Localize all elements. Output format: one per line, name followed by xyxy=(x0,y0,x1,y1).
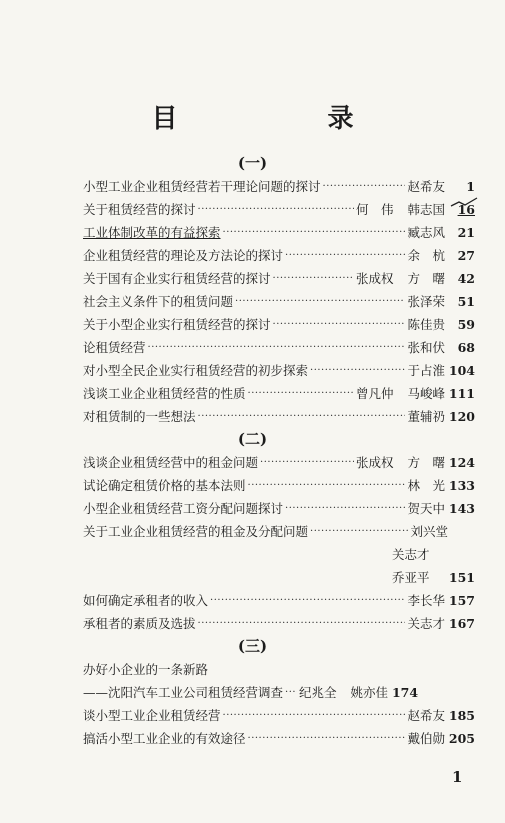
dot-leader xyxy=(235,296,405,307)
dot-leader xyxy=(273,319,406,330)
entry-author: 戴伯勋 xyxy=(407,731,445,746)
entry-page: 27 xyxy=(457,247,475,263)
entry-title: 关于国有企业实行租赁经营的探讨 xyxy=(83,271,271,286)
entry-title: 搞活小型工业企业的有效途径 xyxy=(83,731,246,746)
entry-author: 曾凡仲 xyxy=(355,386,394,401)
entry-author-2: 方 曙 xyxy=(407,271,445,286)
entry-author: 刘兴堂 xyxy=(410,524,448,539)
toc-entry xyxy=(83,590,475,610)
toc-entry xyxy=(83,176,475,196)
entry-author: 何 伟 xyxy=(355,202,394,217)
entry-title: 论租赁经营 xyxy=(83,340,146,355)
entry-page: 185 xyxy=(448,707,475,723)
dot-leader xyxy=(223,710,406,721)
entry-page: 120 xyxy=(448,408,475,424)
page-title: 目 录 xyxy=(151,104,416,134)
entry-page: 16 xyxy=(457,201,475,217)
entry-title: 企业租赁经营的理论及方法论的探讨 xyxy=(83,248,284,263)
dot-leader xyxy=(285,687,297,698)
entry-page: 51 xyxy=(457,293,475,309)
dot-leader xyxy=(285,250,405,261)
entry-page: 205 xyxy=(448,730,475,746)
toc-entry xyxy=(83,498,475,518)
entry-page: 21 xyxy=(457,224,475,240)
entry-title: 浅谈工业企业租赁经营的性质 xyxy=(83,386,246,401)
entry-title: 办好小企业的一条新路 xyxy=(83,662,209,677)
dot-leader xyxy=(198,204,354,215)
entry-author: 张成权 xyxy=(355,271,394,286)
dot-leader xyxy=(323,181,406,192)
toc-entry xyxy=(83,521,448,541)
toc-entry xyxy=(83,222,475,242)
toc-entry xyxy=(83,314,475,334)
entry-page: 133 xyxy=(448,477,475,493)
entry-page: 167 xyxy=(448,615,475,631)
toc-entry xyxy=(83,383,475,403)
dot-leader xyxy=(273,273,354,284)
entry-author: 余 杭 xyxy=(407,248,445,263)
entry-title: ——沈阳汽车工业公司租赁经营调查 xyxy=(83,685,284,700)
entry-author: 于占淮 xyxy=(407,363,445,378)
entry-author: 董辅礽 xyxy=(407,409,445,424)
entry-page: 111 xyxy=(448,385,475,401)
entry-title: 小型工业企业租赁经营若干理论问题的探讨 xyxy=(83,179,321,194)
dot-leader xyxy=(310,365,405,376)
entry-title: 对小型全民企业实行租赁经营的初步探索 xyxy=(83,363,309,378)
toc-author-continuation xyxy=(392,567,475,587)
toc-entry xyxy=(83,337,475,357)
entry-page: 143 xyxy=(448,500,475,516)
entry-page: 68 xyxy=(457,339,475,355)
toc-entry xyxy=(83,613,475,633)
entry-page: 42 xyxy=(457,270,475,286)
entry-title: 试论确定租赁价格的基本法则 xyxy=(83,478,246,493)
entry-author: 张成权 xyxy=(355,455,394,470)
entry-page: 104 xyxy=(448,362,475,378)
dot-leader xyxy=(285,503,405,514)
entry-page: 151 xyxy=(448,569,475,585)
toc-entry xyxy=(83,406,475,426)
entry-title: 社会主义条件下的租赁问题 xyxy=(83,294,234,309)
dot-leader xyxy=(223,227,406,238)
entry-title: 关于租赁经营的探讨 xyxy=(83,202,196,217)
entry-page: 157 xyxy=(448,592,475,608)
section-heading-1: (一) xyxy=(237,154,268,172)
entry-author: 关志才 xyxy=(407,616,445,631)
entry-author: 陈佳贵 xyxy=(407,317,445,332)
toc-entry xyxy=(83,728,475,748)
entry-title: 如何确定承租者的收入 xyxy=(83,593,209,608)
dot-leader xyxy=(248,480,406,491)
entry-title: 浅谈企业租赁经营中的租金问题 xyxy=(83,455,259,470)
dot-leader xyxy=(248,388,354,399)
dot-leader xyxy=(210,595,405,606)
section-heading-2: (二) xyxy=(237,430,268,448)
entry-author-2: 马峻峰 xyxy=(407,386,445,401)
entry-title: 谈小型工业企业租赁经营 xyxy=(83,708,221,723)
pen-mark-icon xyxy=(449,196,479,212)
dot-leader xyxy=(310,526,408,537)
entry-author: 乔亚平 xyxy=(392,570,430,585)
dot-leader xyxy=(148,342,406,353)
toc-entry xyxy=(83,291,475,311)
entry-author: 张泽荣 xyxy=(407,294,445,309)
toc-entry xyxy=(83,682,475,702)
entry-author-2: 韩志国 xyxy=(407,202,445,217)
entry-author: 臧志风 xyxy=(407,225,445,240)
toc-entry xyxy=(83,199,475,219)
entry-page: 174 xyxy=(391,684,419,700)
toc-author-continuation xyxy=(392,544,505,564)
dot-leader xyxy=(198,411,406,422)
entry-author: 赵希友 xyxy=(407,708,445,723)
entry-author: 贺天中 xyxy=(407,501,445,516)
entry-title: 工业体制改革的有益探索 xyxy=(83,225,221,240)
entry-title: 关于工业企业租赁经营的租金及分配问题 xyxy=(83,524,309,539)
entry-author: 张和伏 xyxy=(407,340,445,355)
toc-entry xyxy=(83,705,475,725)
toc-entry xyxy=(83,475,475,495)
entry-author-2: 姚亦佳 xyxy=(350,685,389,700)
dot-leader xyxy=(248,733,406,744)
toc-entry xyxy=(83,360,475,380)
page-number: 1 xyxy=(452,768,463,786)
toc-entry xyxy=(83,268,475,288)
entry-title: 对租赁制的一些想法 xyxy=(83,409,196,424)
section-heading-3: (三) xyxy=(237,637,268,655)
dot-leader xyxy=(260,457,354,468)
entry-title: 小型企业租赁经营工资分配问题探讨 xyxy=(83,501,284,516)
entry-author: 纪兆全 xyxy=(299,685,337,700)
entry-author: 林 光 xyxy=(407,478,445,493)
entry-title: 关于小型企业实行租赁经营的探讨 xyxy=(83,317,271,332)
entry-title: 承租者的素质及选拔 xyxy=(83,616,196,631)
entry-page: 124 xyxy=(448,454,475,470)
toc-entry xyxy=(83,245,475,265)
entry-page: 59 xyxy=(457,316,475,332)
entry-author: 关志才 xyxy=(392,547,430,562)
toc-entry xyxy=(83,452,475,472)
entry-page: 1 xyxy=(466,178,475,194)
toc-entry-heading xyxy=(83,659,208,679)
entry-author: 李长华 xyxy=(407,593,445,608)
entry-author: 赵希友 xyxy=(407,179,445,194)
entry-author-2: 方 曙 xyxy=(407,455,445,470)
dot-leader xyxy=(198,618,406,629)
